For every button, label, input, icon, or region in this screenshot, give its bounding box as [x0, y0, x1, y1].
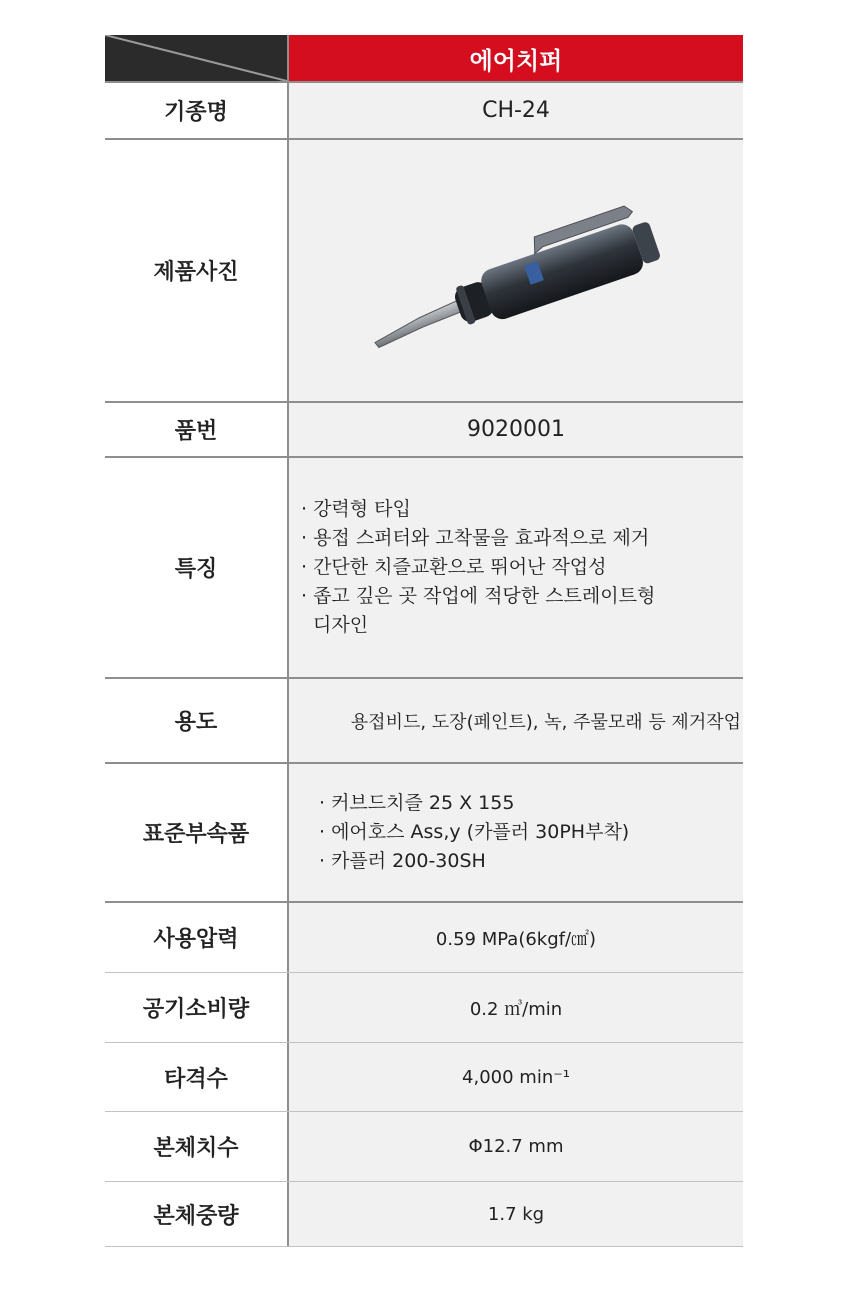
row-model — [105, 83, 743, 140]
row-accessories — [105, 764, 743, 903]
label-accessories: 표준부속품 — [105, 764, 289, 901]
diagonal-line — [105, 35, 287, 81]
feature-item: 디자인 — [313, 614, 369, 636]
accessory-item: · 에어호스 Ass,y (카플러 30PH부착) — [319, 821, 630, 843]
label-part-no: 품번 — [105, 403, 289, 456]
label-usage: 용도 — [105, 679, 289, 762]
value-usage: 용접비드, 도장(페인트), 녹, 주물모래 등 제거작업 — [289, 679, 743, 762]
product-photo-cell — [289, 140, 743, 401]
header-title: 에어치퍼 — [289, 35, 743, 81]
air-chipper-image — [351, 181, 681, 361]
label-size: 본체치수 — [105, 1112, 289, 1181]
label-blows: 타격수 — [105, 1043, 289, 1111]
label-weight: 본체중량 — [105, 1182, 289, 1246]
value-blows: 4,000 min⁻¹ — [289, 1043, 743, 1111]
feature-item: · 좁고 깊은 곳 작업에 적당한 스트레이트형 — [301, 585, 656, 607]
value-size: Φ12.7 mm — [289, 1112, 743, 1181]
value-model: CH-24 — [289, 83, 743, 138]
row-blows — [105, 1043, 743, 1112]
header-row — [105, 35, 743, 83]
value-weight: 1.7 kg — [289, 1182, 743, 1246]
row-part-no — [105, 403, 743, 458]
value-features — [289, 458, 743, 677]
row-photo — [105, 140, 743, 403]
label-photo: 제품사진 — [105, 140, 289, 401]
row-pressure — [105, 903, 743, 973]
label-model: 기종명 — [105, 83, 289, 138]
label-air: 공기소비량 — [105, 973, 289, 1042]
value-pressure: 0.59 MPa(6kgf/㎠) — [289, 903, 743, 972]
row-weight — [105, 1182, 743, 1247]
label-features: 특징 — [105, 458, 289, 677]
row-usage — [105, 679, 743, 764]
row-air — [105, 973, 743, 1043]
value-air: 0.2 ㎥/min — [289, 973, 743, 1042]
row-features — [105, 458, 743, 679]
row-size — [105, 1112, 743, 1182]
value-part-no: 9020001 — [289, 403, 743, 456]
feature-item: · 강력형 타입 — [301, 498, 411, 520]
feature-item: · 간단한 치즐교환으로 뛰어난 작업성 — [301, 556, 607, 578]
value-accessories — [289, 764, 743, 901]
header-corner-cell — [105, 35, 289, 81]
label-pressure: 사용압력 — [105, 903, 289, 972]
accessory-item: · 커브드치즐 25 X 155 — [319, 792, 515, 814]
feature-item: · 용접 스퍼터와 고착물을 효과적으로 제거 — [301, 527, 650, 549]
spec-table — [105, 35, 743, 1247]
accessory-item: · 카플러 200-30SH — [319, 850, 486, 872]
